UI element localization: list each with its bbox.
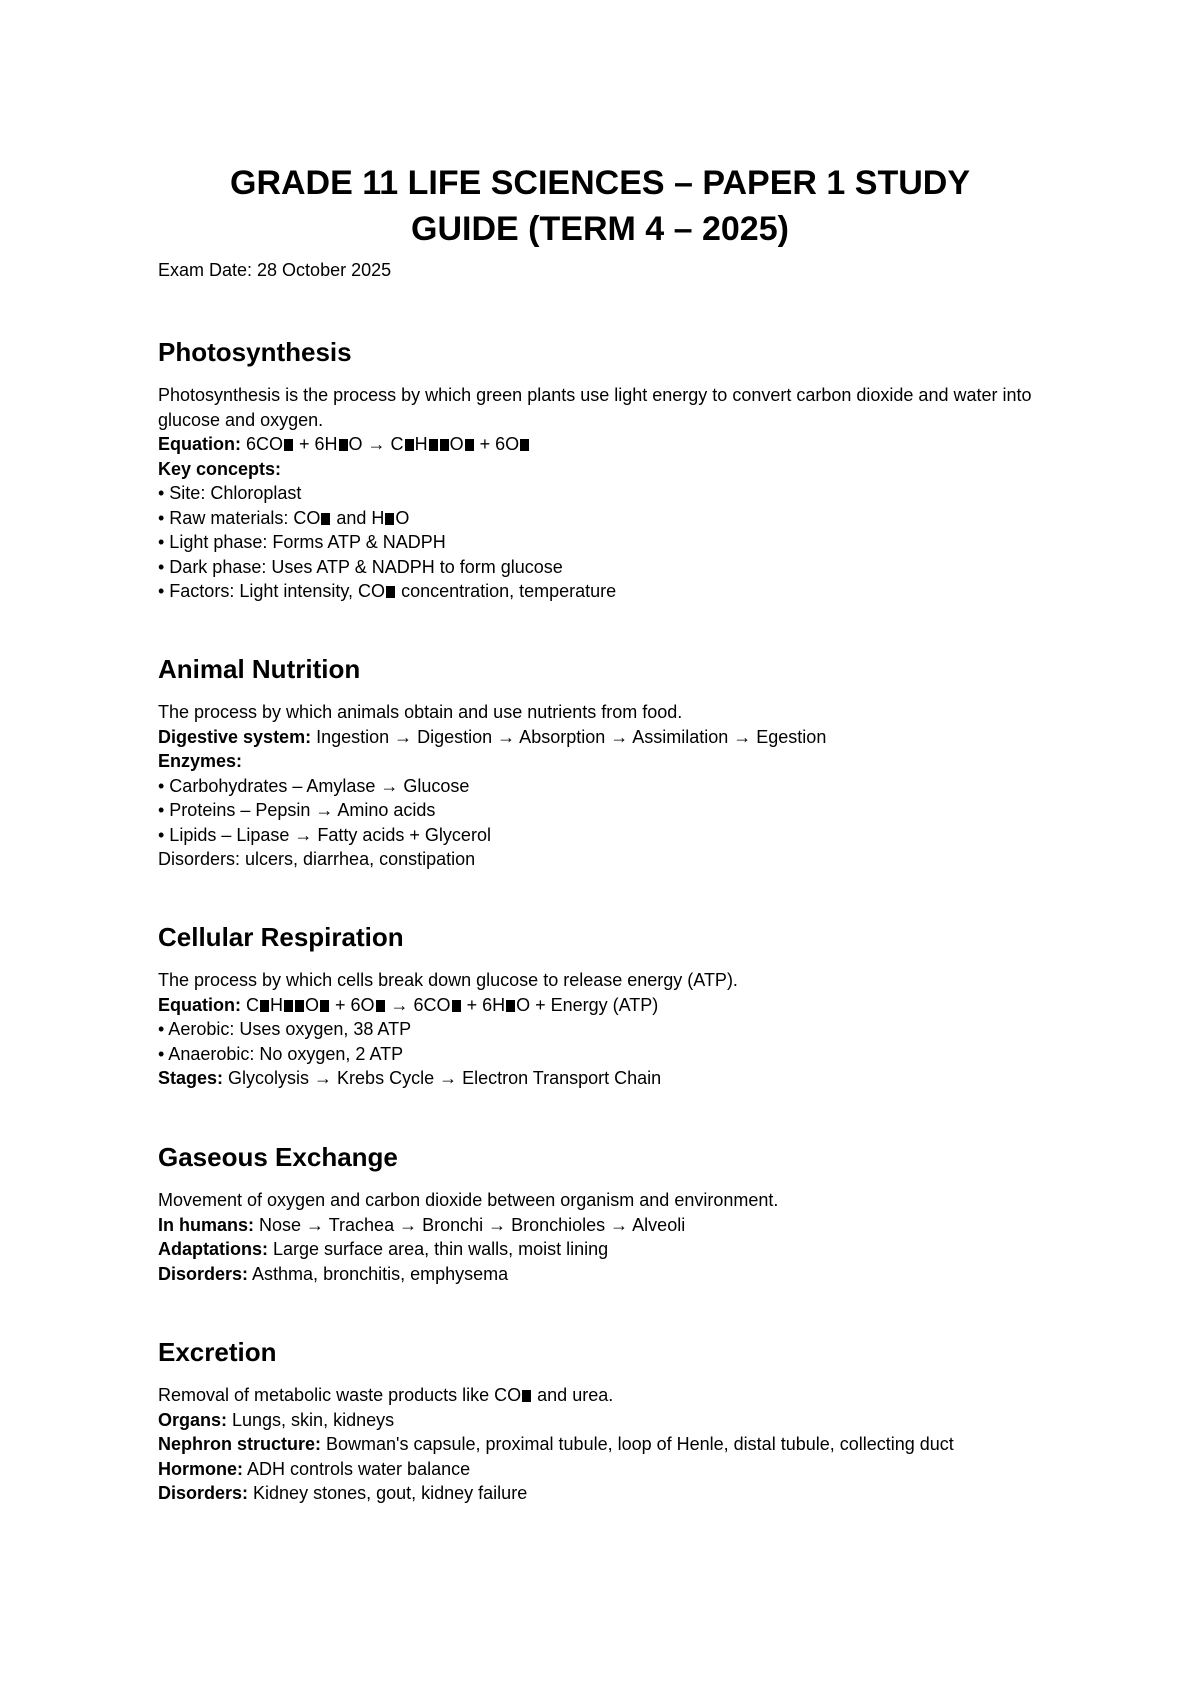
equation-text: O [305, 994, 320, 1015]
missing-glyph-box [295, 1000, 304, 1012]
missing-glyph-box [405, 439, 414, 451]
stages-line [158, 1066, 1058, 1091]
section-intro: Movement of oxygen and carbon dioxide between organism and environment. [158, 1190, 779, 1210]
section-animal-nutrition [158, 652, 1058, 872]
missing-glyph-box [320, 1000, 329, 1012]
adaptations-value: Large surface area, thin walls, moist lining [268, 1239, 609, 1259]
bullet-text: • Raw materials: CO [158, 507, 321, 528]
bullet-dark-phase: • Dark phase: Uses ATP & NADPH to form glucose [158, 556, 563, 577]
disorders-line [158, 1481, 1058, 1506]
missing-glyph-box [284, 439, 293, 451]
nephron-line [158, 1432, 1058, 1457]
bullet-carbohydrates: • Carbohydrates – Amylase → Glucose [158, 775, 470, 796]
stages-value: Glycolysis → Krebs Cycle → Electron Transport Chain [223, 1068, 662, 1088]
title-line-1: GRADE 11 LIFE SCIENCES – PAPER 1 STUDY [230, 164, 970, 202]
digestive-system-value: Ingestion → Digestion → Absorption → Assimilation → Egestion [311, 726, 827, 747]
equation-text: H [414, 434, 428, 454]
section-gaseous-exchange [158, 1140, 1058, 1286]
equation-text: + 6H [294, 434, 338, 454]
intro-text: and urea. [532, 1385, 614, 1405]
section-intro: The process by which cells break down glucose to release energy (ATP). [158, 970, 738, 990]
missing-glyph-box [376, 1000, 385, 1012]
section-excretion [158, 1335, 1058, 1506]
section-heading: Photosynthesis [158, 337, 352, 367]
equation-text: + 6O [330, 994, 375, 1015]
section-intro: Photosynthesis is the process by which green plants use light energy to convert carbon dioxide and water into glucose and oxygen. [158, 385, 1032, 430]
in-humans-label: In humans: [158, 1214, 255, 1235]
missing-glyph-box [321, 513, 330, 525]
bullet-text: • Factors: Light intensity, CO [158, 581, 386, 601]
equation-text: O → C [348, 434, 404, 454]
hormone-value: ADH controls water balance [243, 1458, 471, 1479]
missing-glyph-box [465, 439, 474, 451]
bullet-text: O [395, 507, 410, 528]
nephron-label: Nephron structure: [158, 1434, 322, 1454]
section-heading: Animal Nutrition [158, 654, 361, 684]
hormone-label: Hormone: [158, 1458, 243, 1479]
disorders-label: Disorders: [158, 1483, 249, 1503]
organs-line [158, 1408, 1058, 1433]
equation-text: + 6H [461, 994, 506, 1015]
digestive-system-line [158, 725, 1058, 750]
bullet-anaerobic: • Anaerobic: No oxygen, 2 ATP [158, 1043, 404, 1064]
missing-glyph-box [452, 1000, 461, 1012]
missing-glyph-box [385, 513, 394, 525]
equation-line [158, 432, 1058, 457]
section-photosynthesis [158, 335, 1058, 604]
bullet-light-phase: • Light phase: Forms ATP & NADPH [158, 532, 446, 552]
disorders-line: Disorders: ulcers, diarrhea, constipation [158, 849, 476, 869]
bullet-proteins: • Proteins – Pepsin → Amino acids [158, 800, 436, 820]
section-intro [158, 1383, 1058, 1408]
nephron-value: Bowman's capsule, proximal tubule, loop of Henle, distal tubule, collecting duct [321, 1434, 954, 1454]
equation-text: + 6O [474, 434, 520, 454]
disorders-value: Asthma, bronchitis, emphysema [248, 1263, 509, 1284]
equation-label: Equation: [158, 994, 241, 1015]
missing-glyph-box [506, 1000, 515, 1012]
bullet-text: and H [331, 507, 385, 528]
bullet-lipids: • Lipids – Lipase → Fatty acids + Glycerol [158, 824, 491, 845]
bullet-raw-materials [158, 506, 1058, 531]
adaptations-line [158, 1237, 1058, 1262]
equation-text: H [270, 994, 283, 1015]
organs-label: Organs: [158, 1409, 228, 1430]
missing-glyph-box [522, 1390, 531, 1402]
section-heading: Cellular Respiration [158, 922, 404, 952]
equation-text: C [241, 994, 259, 1015]
missing-glyph-box [440, 439, 449, 451]
adaptations-label: Adaptations: [158, 1239, 268, 1259]
equation-label: Equation: [158, 434, 241, 454]
hormone-line [158, 1457, 1058, 1482]
enzymes-label: Enzymes: [158, 751, 243, 771]
in-humans-value: Nose → Trachea → Bronchi → Bronchioles → Alveoli [254, 1214, 686, 1235]
section-cellular-respiration [158, 920, 1058, 1091]
bullet-text: concentration, temperature [396, 581, 617, 601]
disorders-label: Disorders: [158, 1263, 249, 1284]
missing-glyph-box [260, 1000, 269, 1012]
equation-line [158, 993, 1058, 1018]
bullet-aerobic: • Aerobic: Uses oxygen, 38 ATP [158, 1019, 412, 1039]
bullet-factors [158, 579, 1058, 604]
missing-glyph-box [284, 1000, 293, 1012]
equation-text: 6CO [241, 434, 284, 454]
section-intro: The process by which animals obtain and use nutrients from food. [158, 702, 683, 722]
equation-text: O + Energy (ATP) [516, 994, 659, 1015]
disorders-value: Kidney stones, gout, kidney failure [248, 1483, 528, 1503]
stages-label: Stages: [158, 1068, 224, 1088]
key-concepts-label: Key concepts: [158, 458, 282, 479]
disorders-line [158, 1262, 1058, 1287]
page-title [100, 160, 1100, 252]
missing-glyph-box [386, 586, 395, 598]
in-humans-line [158, 1213, 1058, 1238]
digestive-system-label: Digestive system: [158, 726, 312, 747]
section-heading: Gaseous Exchange [158, 1142, 398, 1172]
missing-glyph-box [429, 439, 438, 451]
missing-glyph-box [339, 439, 348, 451]
missing-glyph-box [520, 439, 529, 451]
equation-text: → 6CO [385, 994, 451, 1015]
section-heading: Excretion [158, 1337, 277, 1367]
intro-text: Removal of metabolic waste products like CO [158, 1385, 522, 1405]
title-line-2: GUIDE (TERM 4 – 2025) [411, 210, 789, 248]
equation-text: O [449, 434, 464, 454]
bullet-site: • Site: Chloroplast [158, 483, 302, 503]
exam-date: Exam Date: 28 October 2025 [158, 260, 392, 280]
organs-value: Lungs, skin, kidneys [227, 1409, 395, 1430]
